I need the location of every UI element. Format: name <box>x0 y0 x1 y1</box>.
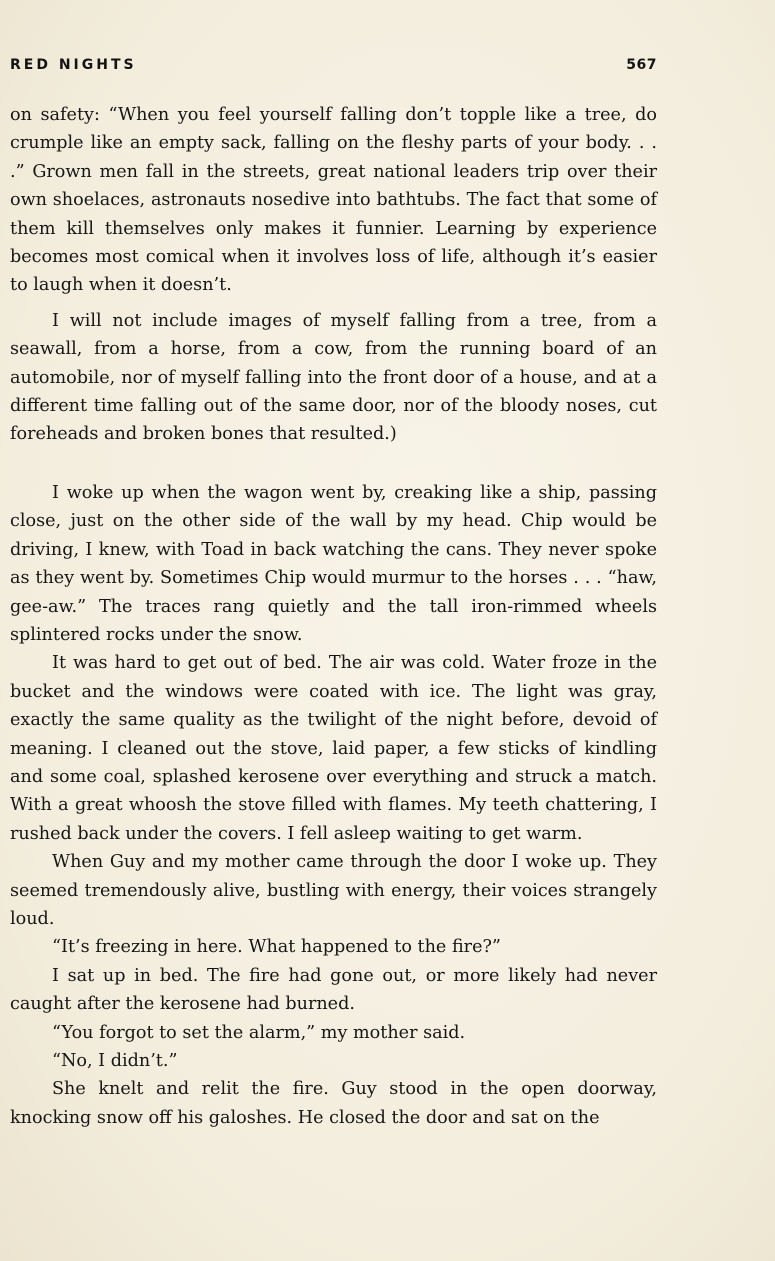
chapter-title: RED NIGHTS <box>10 57 137 73</box>
paragraph: “No, I didn’t.” <box>52 1051 178 1071</box>
paragraph: When Guy and my mother came through the door I woke up. They seemed tremendously alive, bustling with energy, their voices strangely loud. <box>10 852 657 929</box>
running-head <box>10 57 657 81</box>
paragraph: “You forgot to set the alarm,” my mother said. <box>52 1022 466 1043</box>
paragraph: I sat up in bed. The fire had gone out, or more likely had never caught after the kerosene had burned. <box>10 965 657 1015</box>
paragraph: “It’s freezing in here. What happened to the fire?” <box>52 937 501 958</box>
paragraph: It was hard to get out of bed. The air was cold. Water froze in the bucket and the windows were coated with ice. The light was gray, exactly the same quality as the twilight of the night before, devoid of meaning. I cleaned out the stove, laid paper, a few sticks of kindling and some coal, splashed kerosene over everything and struck a match. With a great whoosh the stove filled with flames. My teeth chattering, I rushed back under the covers. I fell asleep waiting to get warm. <box>10 653 657 844</box>
paragraph: I woke up when the wagon went by, creaking like a ship, passing close, just on the other side of the wall by my head. Chip would be driving, I knew, with Toad in back watching the cans. They never spoke as they went by. Sometimes Chip would murmur to the horses . . . “haw, gee-aw.” The traces rang quietly and the tall iron-rimmed wheels splintered rocks under the snow. <box>10 482 657 645</box>
body-text <box>10 101 657 1132</box>
page-number: 567 <box>626 57 657 73</box>
paragraph: She knelt and relit the fire. Guy stood in the open doorway, knocking snow off his galoshes. He closed the door and sat on the <box>10 1079 657 1128</box>
paragraph: I will not include images of myself falling from a tree, from a seawall, from a horse, from a cow, from the running board of an automobile, nor of myself falling into the front door of a house, and at a different time falling out of the same door, nor of the bloody noses, cut foreheads and broken bones that resulted.) <box>10 310 657 445</box>
paragraph: on safety: “When you feel yourself falling don’t topple like a tree, do crumple like an empty sack, falling on the fleshy parts of your body. . . .” Grown men fall in the streets, great national leaders trip over their own shoelaces, astronauts nosedive into bathtubs. The fact that some of them kill themselves only makes it funnier. Learning by experience becomes most comical when it involves loss of life, although it’s easier to laugh when it doesn’t. <box>10 105 657 296</box>
